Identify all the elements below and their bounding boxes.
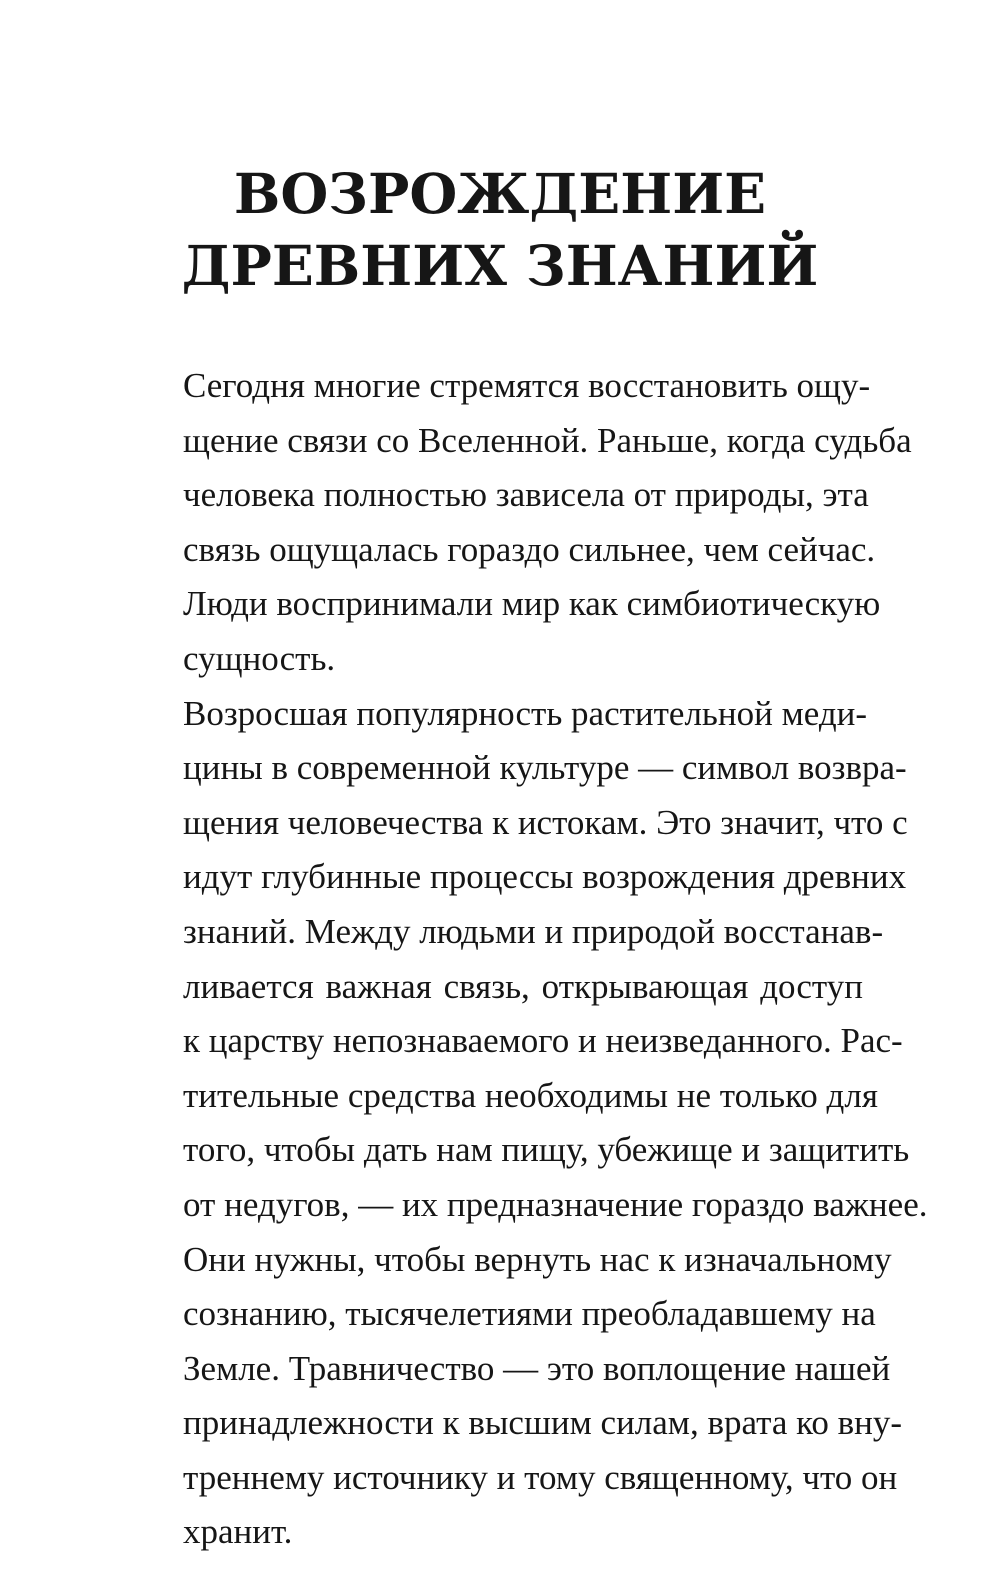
text-line: Земле. Травничество — это воплощение нашей bbox=[183, 1348, 891, 1388]
text-line: сознанию, тысячелетиями преобладавшему на bbox=[183, 1294, 876, 1334]
text-line: человека полностью зависела от природы, эта bbox=[183, 475, 869, 515]
text-line: сущность. bbox=[183, 638, 336, 678]
text-line: идут глубинные процессы возрождения древних bbox=[183, 857, 907, 897]
chapter-title bbox=[0, 158, 1000, 302]
text-line: принадлежности к высшим силам, врата ко вну- bbox=[183, 1403, 903, 1443]
text-line: щение связи со Вселенной. Раньше, когда судьба bbox=[183, 420, 912, 460]
text-line: знаний. Между людьми и природой восстанав- bbox=[183, 911, 884, 951]
text-line: Люди воспринимали мир как симбиотическую bbox=[183, 584, 881, 624]
text-line: ливается важная связь, открывающая доступ bbox=[183, 966, 863, 1006]
text-line: щения человечества к истокам. Это значит, что с bbox=[183, 802, 908, 842]
text-line: треннему источнику и тому священному, что он bbox=[183, 1457, 898, 1497]
paragraph-1 bbox=[142, 359, 912, 687]
chapter-title-line-1: ВОЗРОЖДЕНИЕ bbox=[233, 161, 767, 226]
text-line: от недугов, — их предназначение гораздо важнее. bbox=[183, 1184, 928, 1224]
paragraph-2 bbox=[142, 687, 928, 1561]
body-text bbox=[142, 359, 928, 1560]
chapter-title-line-2: ДРЕВНИХ ЗНАНИЙ bbox=[181, 233, 819, 298]
text-line: того, чтобы дать нам пищу, убежище и защитить bbox=[183, 1130, 910, 1170]
text-line: цины в современной культуре — символ возвра- bbox=[183, 748, 907, 788]
text-line: связь ощущалась гораздо сильнее, чем сейчас. bbox=[183, 529, 876, 569]
text-line: Возросшая популярность растительной меди- bbox=[183, 693, 868, 733]
text-line: Сегодня многие стремятся восстановить ощу- bbox=[183, 366, 871, 405]
text-line: хранит. bbox=[183, 1512, 293, 1552]
text-line: Они нужны, чтобы вернуть нас к изначальному bbox=[183, 1239, 892, 1279]
text-line: тительные средства необходимы не только для bbox=[183, 1075, 878, 1115]
text-line: к царству непознаваемого и неизведанного. Рас- bbox=[183, 1021, 903, 1061]
